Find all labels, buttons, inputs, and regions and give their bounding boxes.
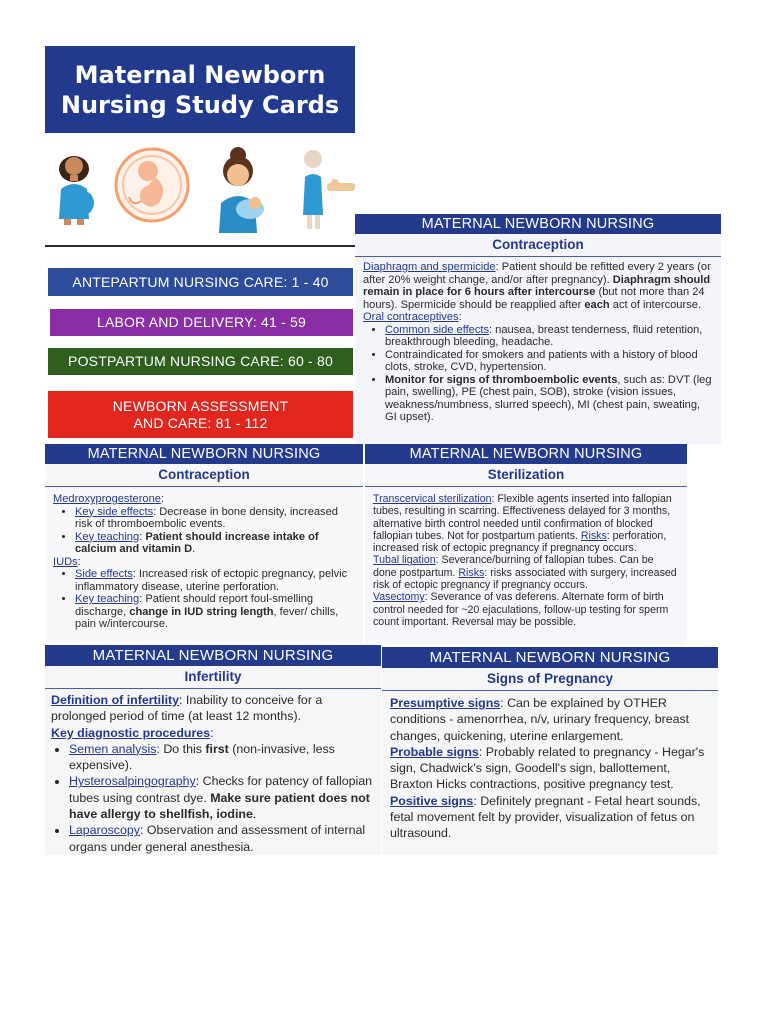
cover-illustrations [45, 133, 355, 246]
list-item [385, 349, 713, 374]
definition-label: Definition of infertility [51, 693, 180, 707]
i2-text: : Patient should report foul-smelling discharge, [75, 593, 314, 618]
mother-baby-icon [219, 147, 264, 233]
diaphragm-label: Diaphragm and spermicide [363, 261, 496, 273]
iud-colon: : [77, 555, 81, 568]
cover-illustrations-svg [45, 133, 355, 246]
bullet3-bold: Monitor for signs of thromboembolic events [385, 373, 618, 386]
tubal-label: Tubal ligation [373, 554, 436, 567]
procedures-label: Key diagnostic procedures [51, 725, 211, 740]
positive-label: Positive signs [390, 793, 474, 808]
list-item [69, 822, 375, 855]
definition-text: : Inability to conceive for a prolonged period of time (at least 12 months). [51, 693, 323, 724]
iud-label: IUDs [53, 555, 78, 568]
vasectomy-paragraph [373, 591, 679, 628]
procedures-list [51, 741, 375, 855]
i2-bold: change in IUD string length [129, 605, 274, 618]
transcervical-risk-text: : perforation, increased risk of ectopic pregnancy if pregnancy occurs. [373, 529, 667, 555]
vasectomy-text: : Severance of vas deferens. Alternate form of birth control needed for ~20 ejaculations, follow-up testing for sperm count important. Reversal may be possible. [373, 591, 669, 628]
cover-title [45, 46, 355, 133]
oral-heading [363, 311, 713, 324]
i2-label: Key teaching [75, 593, 140, 605]
tubal-text: : Severance/burning of fallopian tubes. Can be done postpartum. [373, 554, 654, 579]
vasectomy-label: Vasectomy [373, 591, 425, 604]
p3-text: : Observation and assessment of internal organs under general anesthesia. [69, 823, 366, 854]
p1-text: : Do this [156, 741, 206, 756]
i2-text2: , fever/ chills, pain w/intercourse. [75, 605, 339, 630]
transcervical-paragraph [373, 493, 679, 554]
card-header: MATERNAL NEWBORN NURSING [365, 444, 687, 464]
p2-end: . [252, 807, 257, 822]
list-item [385, 374, 713, 424]
medroxy-label: Medroxyprogesterone [53, 493, 161, 505]
probable-paragraph [390, 744, 710, 793]
m1-label: Key side effects [75, 505, 154, 518]
p3-label: Laparoscopy [69, 823, 140, 838]
banner-antepartum-label: ANTEPARTUM NURSING CARE: 1 - 40 [72, 273, 329, 290]
presumptive-text: : Can be explained by OTHER conditions - amenorrhea, n/v, urinary frequency, breast changes, quickening, uterine enlargement. [390, 696, 690, 743]
cover-title-line2: Nursing Study Cards [60, 90, 340, 119]
list-item [69, 741, 375, 774]
banner-labor-delivery [50, 309, 353, 336]
m2-label: Key teaching [75, 530, 140, 543]
banner-newborn [48, 391, 353, 438]
list-item [75, 506, 355, 531]
medroxy-colon: : [160, 493, 165, 505]
procedures-colon: : [210, 725, 214, 740]
cover-divider [45, 245, 355, 247]
diaphragm-text2: (but not more than 24 hours). Spermicide should be reapplied after [363, 286, 705, 311]
bullet1-text: : nausea, breast tenderness, fluid retention, breakthrough bleeding, headache. [385, 323, 703, 348]
p1-text2: (non-invasive, less expensive). [69, 741, 335, 773]
list-item [385, 324, 713, 349]
card-contraception-medroxy-iud [45, 444, 363, 644]
list-item [75, 593, 355, 631]
card-body [355, 257, 721, 424]
diaphragm-paragraph [363, 261, 713, 311]
tubal-risk-label: Risks [458, 566, 485, 579]
tubal-risk-text: : risks associated with surgery, increased risk of ectopic pregnancy if pregnancy occurs. [373, 566, 677, 592]
probable-label: Probable signs [390, 744, 479, 759]
transcervical-label: Transcervical sterilization [373, 493, 492, 505]
diaphragm-bold: Diaphragm should remain in place for 6 hours after intercourse [363, 273, 711, 298]
oral-label: Oral contraceptives [363, 311, 459, 323]
card-signs-of-pregnancy [382, 647, 718, 855]
presumptive-label: Presumptive signs [390, 696, 501, 710]
transcervical-risk-label: Risks [580, 529, 607, 542]
procedures-heading [51, 725, 375, 741]
diaphragm-text: : Patient should be refitted every 2 years (or after 20% weight change, and/or after pregnancy). [363, 261, 711, 286]
banner-postpartum-label: POSTPARTUM NURSING CARE: 60 - 80 [68, 353, 333, 369]
card-header: MATERNAL NEWBORN NURSING [45, 444, 363, 464]
diaphragm-text3: act of intercourse. [609, 298, 701, 311]
card-body [382, 691, 718, 842]
p2-bold: Make sure patient does not have allergy to shellfish, iodine [69, 790, 370, 822]
card-header: MATERNAL NEWBORN NURSING [382, 647, 718, 668]
card-subtitle: Contraception [45, 464, 363, 487]
p2-text: : Checks for patency of fallopian tubes using contrast dye. [69, 774, 373, 805]
positive-paragraph [390, 793, 710, 842]
probable-text: : Probably related to pregnancy - Hegar's sign, Chadwick's sign, Goodell's sign, ballottement, Braxton Hicks contractions, positive pregnancy test. [390, 744, 705, 792]
banner-newborn-label-1: NEWBORN ASSESSMENT [112, 397, 289, 414]
p1-label: Semen analysis [69, 741, 157, 756]
m2-end: . [192, 543, 196, 555]
banner-newborn-label-2: AND CARE: 81 - 112 [133, 414, 268, 431]
card-sterilization [365, 444, 687, 644]
tubal-paragraph [373, 554, 679, 591]
medroxy-heading [53, 493, 355, 506]
list-item [75, 568, 355, 593]
oral-list [363, 324, 713, 424]
oral-colon: : [458, 311, 462, 323]
banner-labor-label: LABOR AND DELIVERY: 41 - 59 [96, 314, 306, 330]
m1-text: : Decrease in bone density, increased risk of thromboembolic events. [75, 505, 338, 530]
list-item [69, 773, 375, 822]
card-subtitle: Signs of Pregnancy [382, 668, 718, 691]
card-subtitle: Sterilization [365, 464, 687, 487]
card-body [45, 487, 363, 631]
p1-bold: first [205, 741, 229, 756]
bullet1-label: Common side effects [385, 323, 489, 336]
cover-title-line1: Maternal Newborn [74, 60, 326, 89]
iud-heading [53, 556, 355, 569]
card-header: MATERNAL NEWBORN NURSING [355, 214, 721, 234]
card-subtitle: Contraception [355, 234, 721, 257]
card-infertility [45, 645, 381, 855]
bullet3-text: , such as: DVT (leg pain, swelling), PE (chest pain, SOB), stroke (vision issues, weakness/numbness, slurred speech), MI (chest pain, sweating, GI upset). [385, 373, 712, 423]
m2-colon: : [139, 530, 146, 543]
card-body [365, 487, 687, 628]
positive-text: : Definitely pregnant - Fetal heart sounds, fetal movement felt by provider, visualization of fetus on ultrasound. [390, 793, 701, 841]
fetus-icon [116, 149, 188, 221]
card-subtitle: Infertility [45, 666, 381, 689]
child-icon [303, 150, 355, 229]
pregnant-woman-icon [59, 156, 94, 225]
i1-text: : Increased risk of ectopic pregnancy, pelvic inflammatory disease, uterine perforation. [75, 568, 348, 593]
banner-antepartum [48, 268, 353, 296]
list-item [75, 531, 355, 556]
p2-label: Hysterosalpingography [69, 774, 196, 789]
iud-list [53, 568, 355, 631]
medroxy-list [53, 506, 355, 556]
presumptive-paragraph [390, 695, 710, 744]
banner-postpartum [48, 348, 353, 375]
definition-paragraph [51, 692, 375, 725]
card-body [45, 689, 381, 855]
m2-bold: Patient should increase intake of calcium and vitamin D [75, 530, 319, 555]
transcervical-text: : Flexible agents inserted into fallopian tubes, resulting in scarring. Effectiveness delayed for 3 months, alternative birth control needed until confirmation of blocked fallopian tubes. Not for postpartum patients. [373, 493, 672, 542]
i1-label: Side effects [75, 568, 133, 580]
card-header: MATERNAL NEWBORN NURSING [45, 645, 381, 666]
bullet2-text: Contraindicated for smokers and patients with a history of blood clots, stroke, CVD, hypertension. [385, 348, 698, 373]
diaphragm-bold2: each [584, 298, 610, 311]
card-contraception-oral [355, 214, 721, 444]
